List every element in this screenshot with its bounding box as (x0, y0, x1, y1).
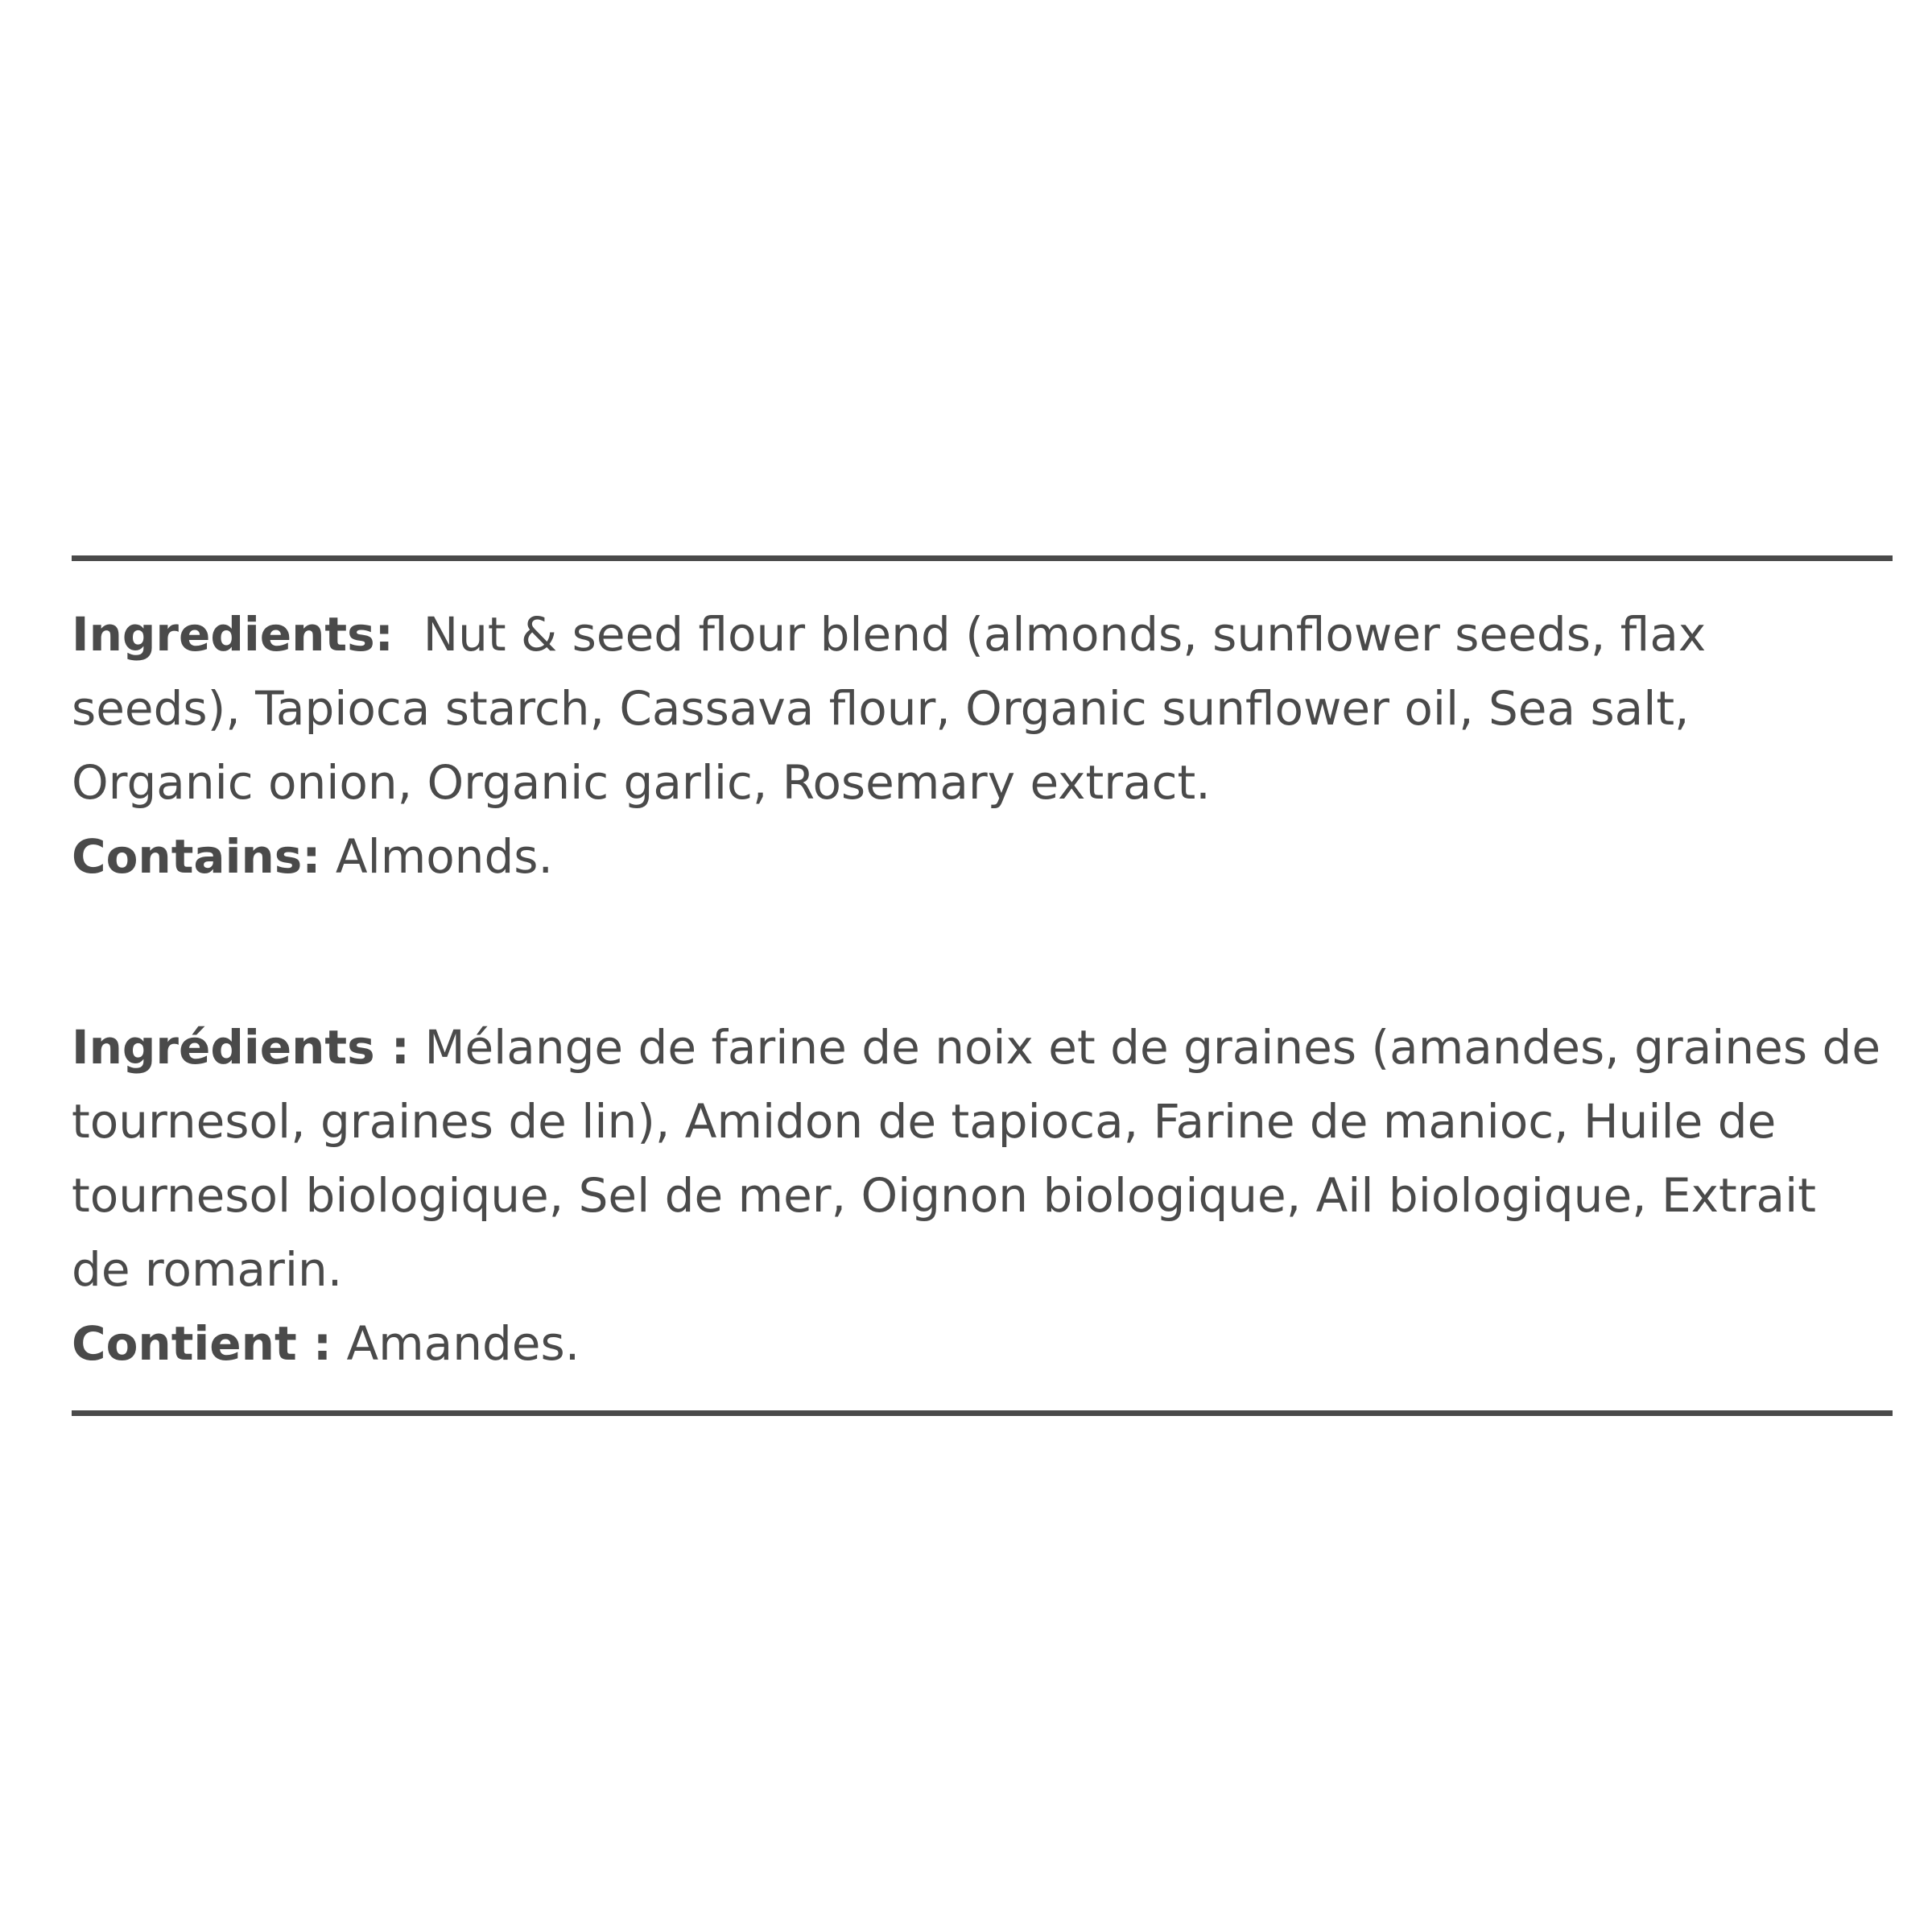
english-contains-line (72, 819, 1907, 894)
english-ingredients-line-1 (72, 597, 1907, 671)
french-contains-line (72, 1307, 1907, 1381)
english-ingredients-section (72, 597, 1907, 894)
french-ingredients-section (72, 1010, 1907, 1381)
english-contains-label: Contains: (72, 829, 321, 884)
french-contains-label: Contient : (72, 1316, 332, 1371)
french-contains-paragraph (72, 1307, 1907, 1381)
french-ingredients-label: Ingrédients : (72, 1020, 410, 1075)
english-contains-paragraph (72, 819, 1907, 894)
top-divider (72, 555, 1893, 561)
french-ingredients-line-2: tournesol, graines de lin), Amidon de tapioca, Farine de manioc, Huile de (72, 1094, 1777, 1149)
french-ingredients-line-1 (72, 1010, 1907, 1084)
french-ingredients-paragraph (72, 1010, 1907, 1307)
english-ingredients-label: Ingredients: (72, 607, 394, 662)
english-ingredients-line-2: seeds), Tapioca starch, Cassava flour, Organic sunflower oil, Sea salt, (72, 681, 1690, 736)
french-ingredients-line-4: de romarin. (72, 1242, 343, 1297)
english-ingredients-paragraph (72, 597, 1907, 819)
bottom-divider (72, 1410, 1893, 1416)
english-ingredients-line-3: Organic onion, Organic garlic, Rosemary extract. (72, 755, 1211, 810)
english-ingredients-text-1: Nut & seed flour blend (almonds, sunflower seeds, flax (423, 607, 1707, 662)
english-contains-text: Almonds. (335, 829, 553, 884)
french-contains-text: Amandes. (346, 1316, 580, 1371)
french-ingredients-line-3: tournesol biologique, Sel de mer, Oignon biologique, Ail biologique, Extrait (72, 1168, 1816, 1223)
french-ingredients-text-1: Mélange de farine de noix et de graines (amandes, graines de (424, 1020, 1881, 1075)
